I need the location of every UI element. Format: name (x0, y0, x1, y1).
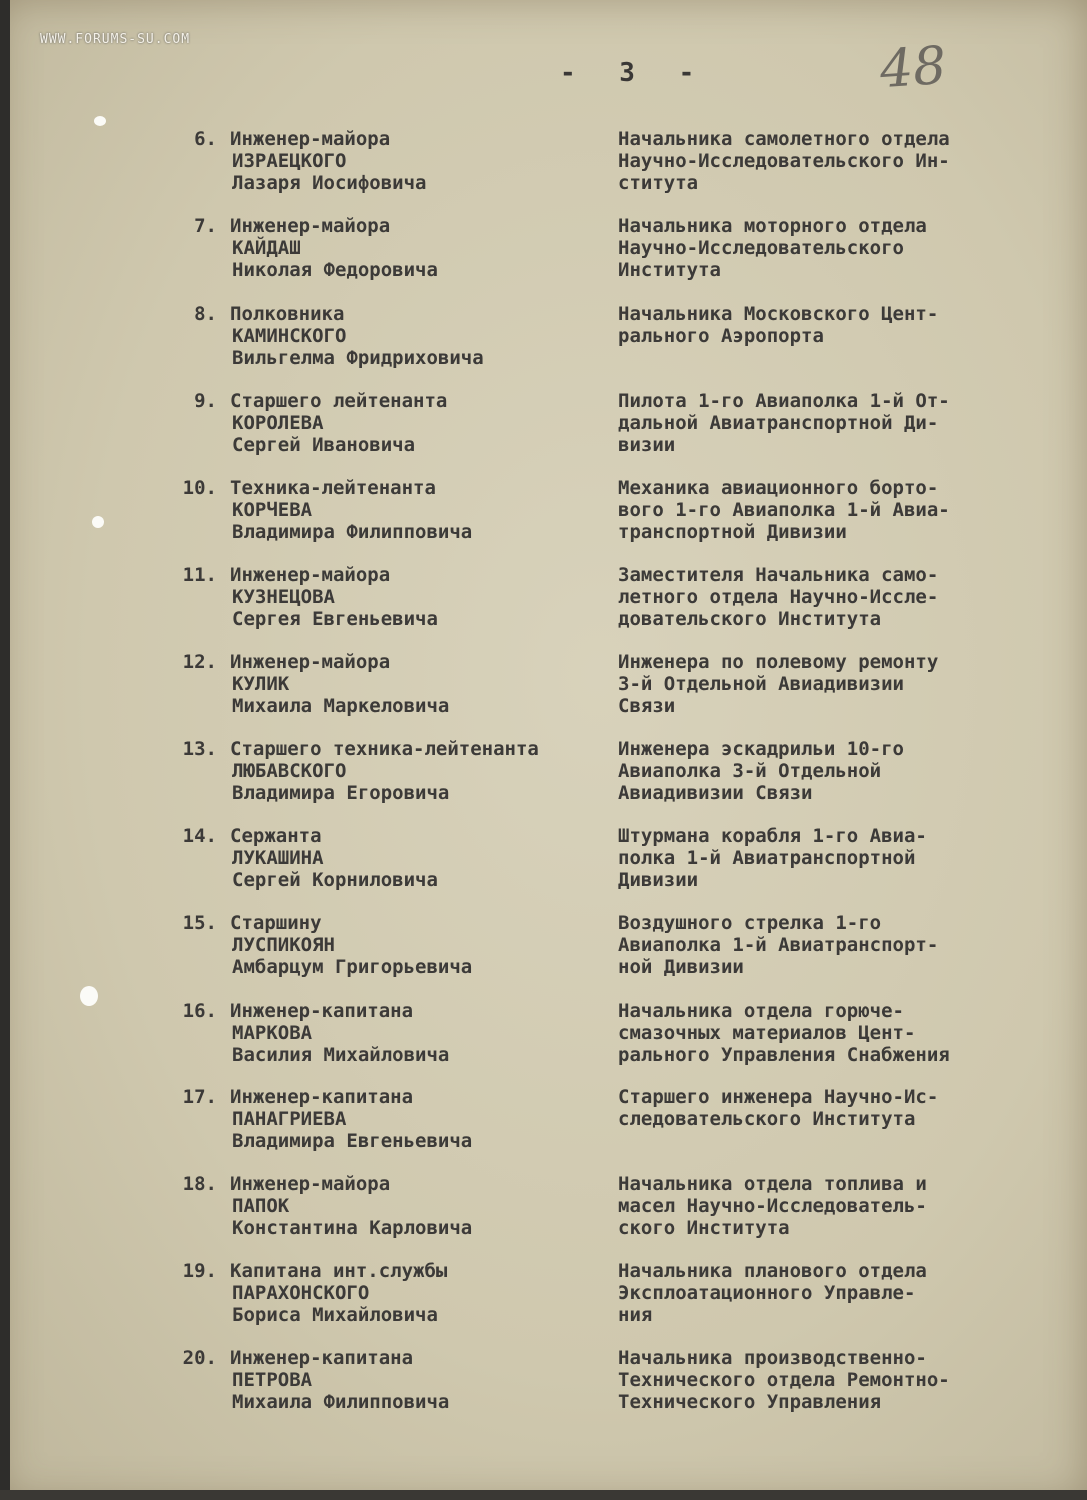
entry-position-line: Технического Управления (618, 1391, 882, 1413)
entry-position (618, 390, 950, 456)
entry-position-line: Дивизии (618, 869, 699, 891)
entry-position-line: следовательского Института (618, 1108, 916, 1130)
entry-given: Сергей Ивановича (232, 434, 416, 456)
entry-position-line: Научно-Исследовательского Ин- (618, 150, 950, 172)
entry-position-line: Института (618, 259, 721, 281)
entry-position-line: Старшего инженера Научно-Ис- (618, 1086, 939, 1108)
list-item (0, 825, 1087, 905)
entry-number: 9. (194, 390, 217, 412)
entry-number: 20. (182, 1347, 217, 1369)
entry-position-line: Инженера по полевому ремонту (618, 651, 939, 673)
punch-hole (94, 116, 106, 126)
list-item (0, 128, 1087, 208)
entry-number: 10. (182, 477, 217, 499)
entry-position-line: дальной Авиатранспортной Ди- (618, 412, 939, 434)
entry-position (618, 215, 927, 281)
entry-rank: Старшину (230, 912, 322, 934)
entry-rank: Инженер-майора (230, 651, 391, 673)
entry-position-line: Штурмана корабля 1-го Авиа- (618, 825, 927, 847)
entry-given: Николая Федоровича (232, 259, 438, 281)
site-watermark: WWW.FORUMS-SU.COM (40, 32, 191, 47)
entry-position-line: Авиаполка 3-й Отдельной (618, 760, 882, 782)
entry-person (230, 912, 472, 978)
entry-person (230, 1347, 449, 1413)
entry-position (618, 1000, 950, 1066)
entry-given: Михаила Филипповича (232, 1391, 450, 1413)
list-item (0, 303, 1087, 383)
entry-position-line: масел Научно-Исследователь- (618, 1195, 927, 1217)
entry-rank: Техника-лейтенанта (230, 477, 436, 499)
entry-position (618, 912, 938, 978)
entry-position (618, 303, 938, 347)
entry-person (230, 128, 426, 194)
entry-number: 12. (182, 651, 217, 673)
entry-number: 16. (182, 1000, 217, 1022)
entry-position (618, 1086, 938, 1130)
entry-position (618, 825, 927, 891)
entry-position-line: Технического отдела Ремонтно- (618, 1369, 950, 1391)
entry-position-line: Механика авиационного борто- (618, 477, 939, 499)
entry-position-line: летного отдела Научно-Иссле- (618, 586, 939, 608)
list-item (0, 564, 1087, 644)
list-item (0, 1086, 1087, 1166)
entry-position-line: довательского Института (618, 608, 882, 630)
entry-surname: КАЙДАШ (232, 237, 301, 259)
entry-position-line: Воздушного стрелка 1-го (618, 912, 882, 934)
entry-number: 11. (182, 564, 217, 586)
scan-edge-bottom (0, 1490, 1087, 1500)
list-item (0, 390, 1087, 470)
entry-person (230, 738, 539, 804)
page-number: - 3 - (560, 58, 709, 88)
entry-position-line: рального Управления Снабжения (618, 1044, 950, 1066)
entry-surname: ПАПОК (232, 1195, 290, 1217)
entry-given: Амбарцум Григорьевича (232, 956, 473, 978)
entry-person (230, 390, 447, 456)
entry-position-line: Авиадивизии Связи (618, 782, 813, 804)
entry-position (618, 1173, 927, 1239)
entry-position-line: визии (618, 434, 676, 456)
entry-surname: ИЗРАЕЦКОГО (232, 150, 347, 172)
entry-given: Лазаря Иосифовича (232, 172, 427, 194)
entry-position-line: Начальника Московского Цент- (618, 303, 939, 325)
entry-person (230, 1000, 449, 1066)
entry-given: Владимира Евгеньевича (232, 1130, 473, 1152)
entry-position-line: полка 1-й Авиатранспортной (618, 847, 916, 869)
list-item (0, 912, 1087, 992)
entry-given: Константина Карловича (232, 1217, 473, 1239)
entry-rank: Старшего лейтенанта (230, 390, 448, 412)
entry-person (230, 1260, 447, 1326)
entry-rank: Сержанта (230, 825, 322, 847)
list-item (0, 651, 1087, 731)
entry-position-line: ния (618, 1304, 653, 1326)
archive-page-number: 48 (877, 35, 949, 101)
entry-surname: КУЗНЕЦОВА (232, 586, 335, 608)
entry-rank: Инженер-капитана (230, 1086, 414, 1108)
entry-number: 17. (182, 1086, 217, 1108)
entry-number: 8. (194, 303, 217, 325)
entry-surname: ПАНАГРИЕВА (232, 1108, 347, 1130)
entry-position-line: вого 1-го Авиаполка 1-й Авиа- (618, 499, 950, 521)
entry-position (618, 1347, 950, 1413)
list-item (0, 1260, 1087, 1340)
list-item (0, 1000, 1087, 1080)
entry-rank: Старшего техника-лейтенанта (230, 738, 539, 760)
entry-number: 13. (182, 738, 217, 760)
entry-position (618, 651, 938, 717)
entry-person (230, 1086, 472, 1152)
entry-person (230, 477, 472, 543)
entry-surname: ПАРАХОНСКОГО (232, 1282, 370, 1304)
list-item (0, 1173, 1087, 1253)
entry-number: 6. (194, 128, 217, 150)
entry-surname: ЛЮБАВСКОГО (232, 760, 347, 782)
entry-given: Сергея Евгеньевича (232, 608, 438, 630)
entry-rank: Инженер-майора (230, 1173, 391, 1195)
entry-given: Владимира Филипповича (232, 521, 473, 543)
entry-position-line: Начальника производственно- (618, 1347, 927, 1369)
entry-given: Михаила Маркеловича (232, 695, 450, 717)
entry-rank: Капитана инт.службы (230, 1260, 448, 1282)
entry-rank: Инженер-майора (230, 564, 391, 586)
entry-position-line: Авиаполка 1-й Авиатранспорт- (618, 934, 939, 956)
entry-position-line: Начальника отдела топлива и (618, 1173, 927, 1195)
entry-given: Василия Михайловича (232, 1044, 450, 1066)
entry-surname: КАМИНСКОГО (232, 325, 347, 347)
entry-person (230, 651, 449, 717)
entry-person (230, 564, 438, 630)
entry-position-line: Начальника моторного отдела (618, 215, 927, 237)
entry-position-line: Начальника отдела горюче- (618, 1000, 904, 1022)
entry-number: 18. (182, 1173, 217, 1195)
entry-person (230, 1173, 472, 1239)
entry-position-line: ского Института (618, 1217, 790, 1239)
entry-number: 7. (194, 215, 217, 237)
entry-rank: Инженер-майора (230, 215, 391, 237)
entry-position (618, 1260, 927, 1326)
entry-given: Сергей Корниловича (232, 869, 438, 891)
entry-surname: КУЛИК (232, 673, 290, 695)
entry-position-line: Начальника планового отдела (618, 1260, 927, 1282)
entry-position (618, 128, 950, 194)
entry-position-line: Пилота 1-го Авиаполка 1-й От- (618, 390, 950, 412)
entry-number: 19. (182, 1260, 217, 1282)
entry-person (230, 215, 438, 281)
entry-surname: ЛУСПИКОЯН (232, 934, 335, 956)
entry-position-line: ной Дивизии (618, 956, 744, 978)
entry-surname: ПЕТРОВА (232, 1369, 313, 1391)
entry-given: Бориса Михайловича (232, 1304, 438, 1326)
entry-position-line: ститута (618, 172, 699, 194)
entry-surname: КОРОЛЕВА (232, 412, 324, 434)
entry-rank: Инженер-капитана (230, 1000, 414, 1022)
entry-rank: Инженер-капитана (230, 1347, 414, 1369)
entry-position-line: Связи (618, 695, 676, 717)
entry-position (618, 738, 904, 804)
entry-position-line: смазочных материалов Цент- (618, 1022, 916, 1044)
entry-position-line: 3-й Отдельной Авиадивизии (618, 673, 904, 695)
entry-number: 15. (182, 912, 217, 934)
entry-rank: Инженер-майора (230, 128, 391, 150)
entry-surname: КОРЧЕВА (232, 499, 313, 521)
entry-position-line: транспортной Дивизии (618, 521, 847, 543)
list-item (0, 1347, 1087, 1427)
entry-position-line: Научно-Исследовательского (618, 237, 904, 259)
entry-given: Владимира Егоровича (232, 782, 450, 804)
entry-given: Вильгелма Фридриховича (232, 347, 484, 369)
entry-position-line: Эксплоатационного Управле- (618, 1282, 916, 1304)
entry-position-line: Инженера эскадрильи 10-го (618, 738, 904, 760)
entry-number: 14. (182, 825, 217, 847)
entry-person (230, 825, 438, 891)
entry-position (618, 564, 938, 630)
entry-position-line: Заместителя Начальника само- (618, 564, 939, 586)
entry-position (618, 477, 950, 543)
entry-position-line: Начальника самолетного отдела (618, 128, 950, 150)
list-item (0, 738, 1087, 818)
list-item (0, 215, 1087, 295)
entry-position-line: рального Аэропорта (618, 325, 824, 347)
list-item (0, 477, 1087, 557)
entry-rank: Полковника (230, 303, 345, 325)
entry-surname: ЛУКАШИНА (232, 847, 324, 869)
entry-surname: МАРКОВА (232, 1022, 313, 1044)
entry-person (230, 303, 484, 369)
